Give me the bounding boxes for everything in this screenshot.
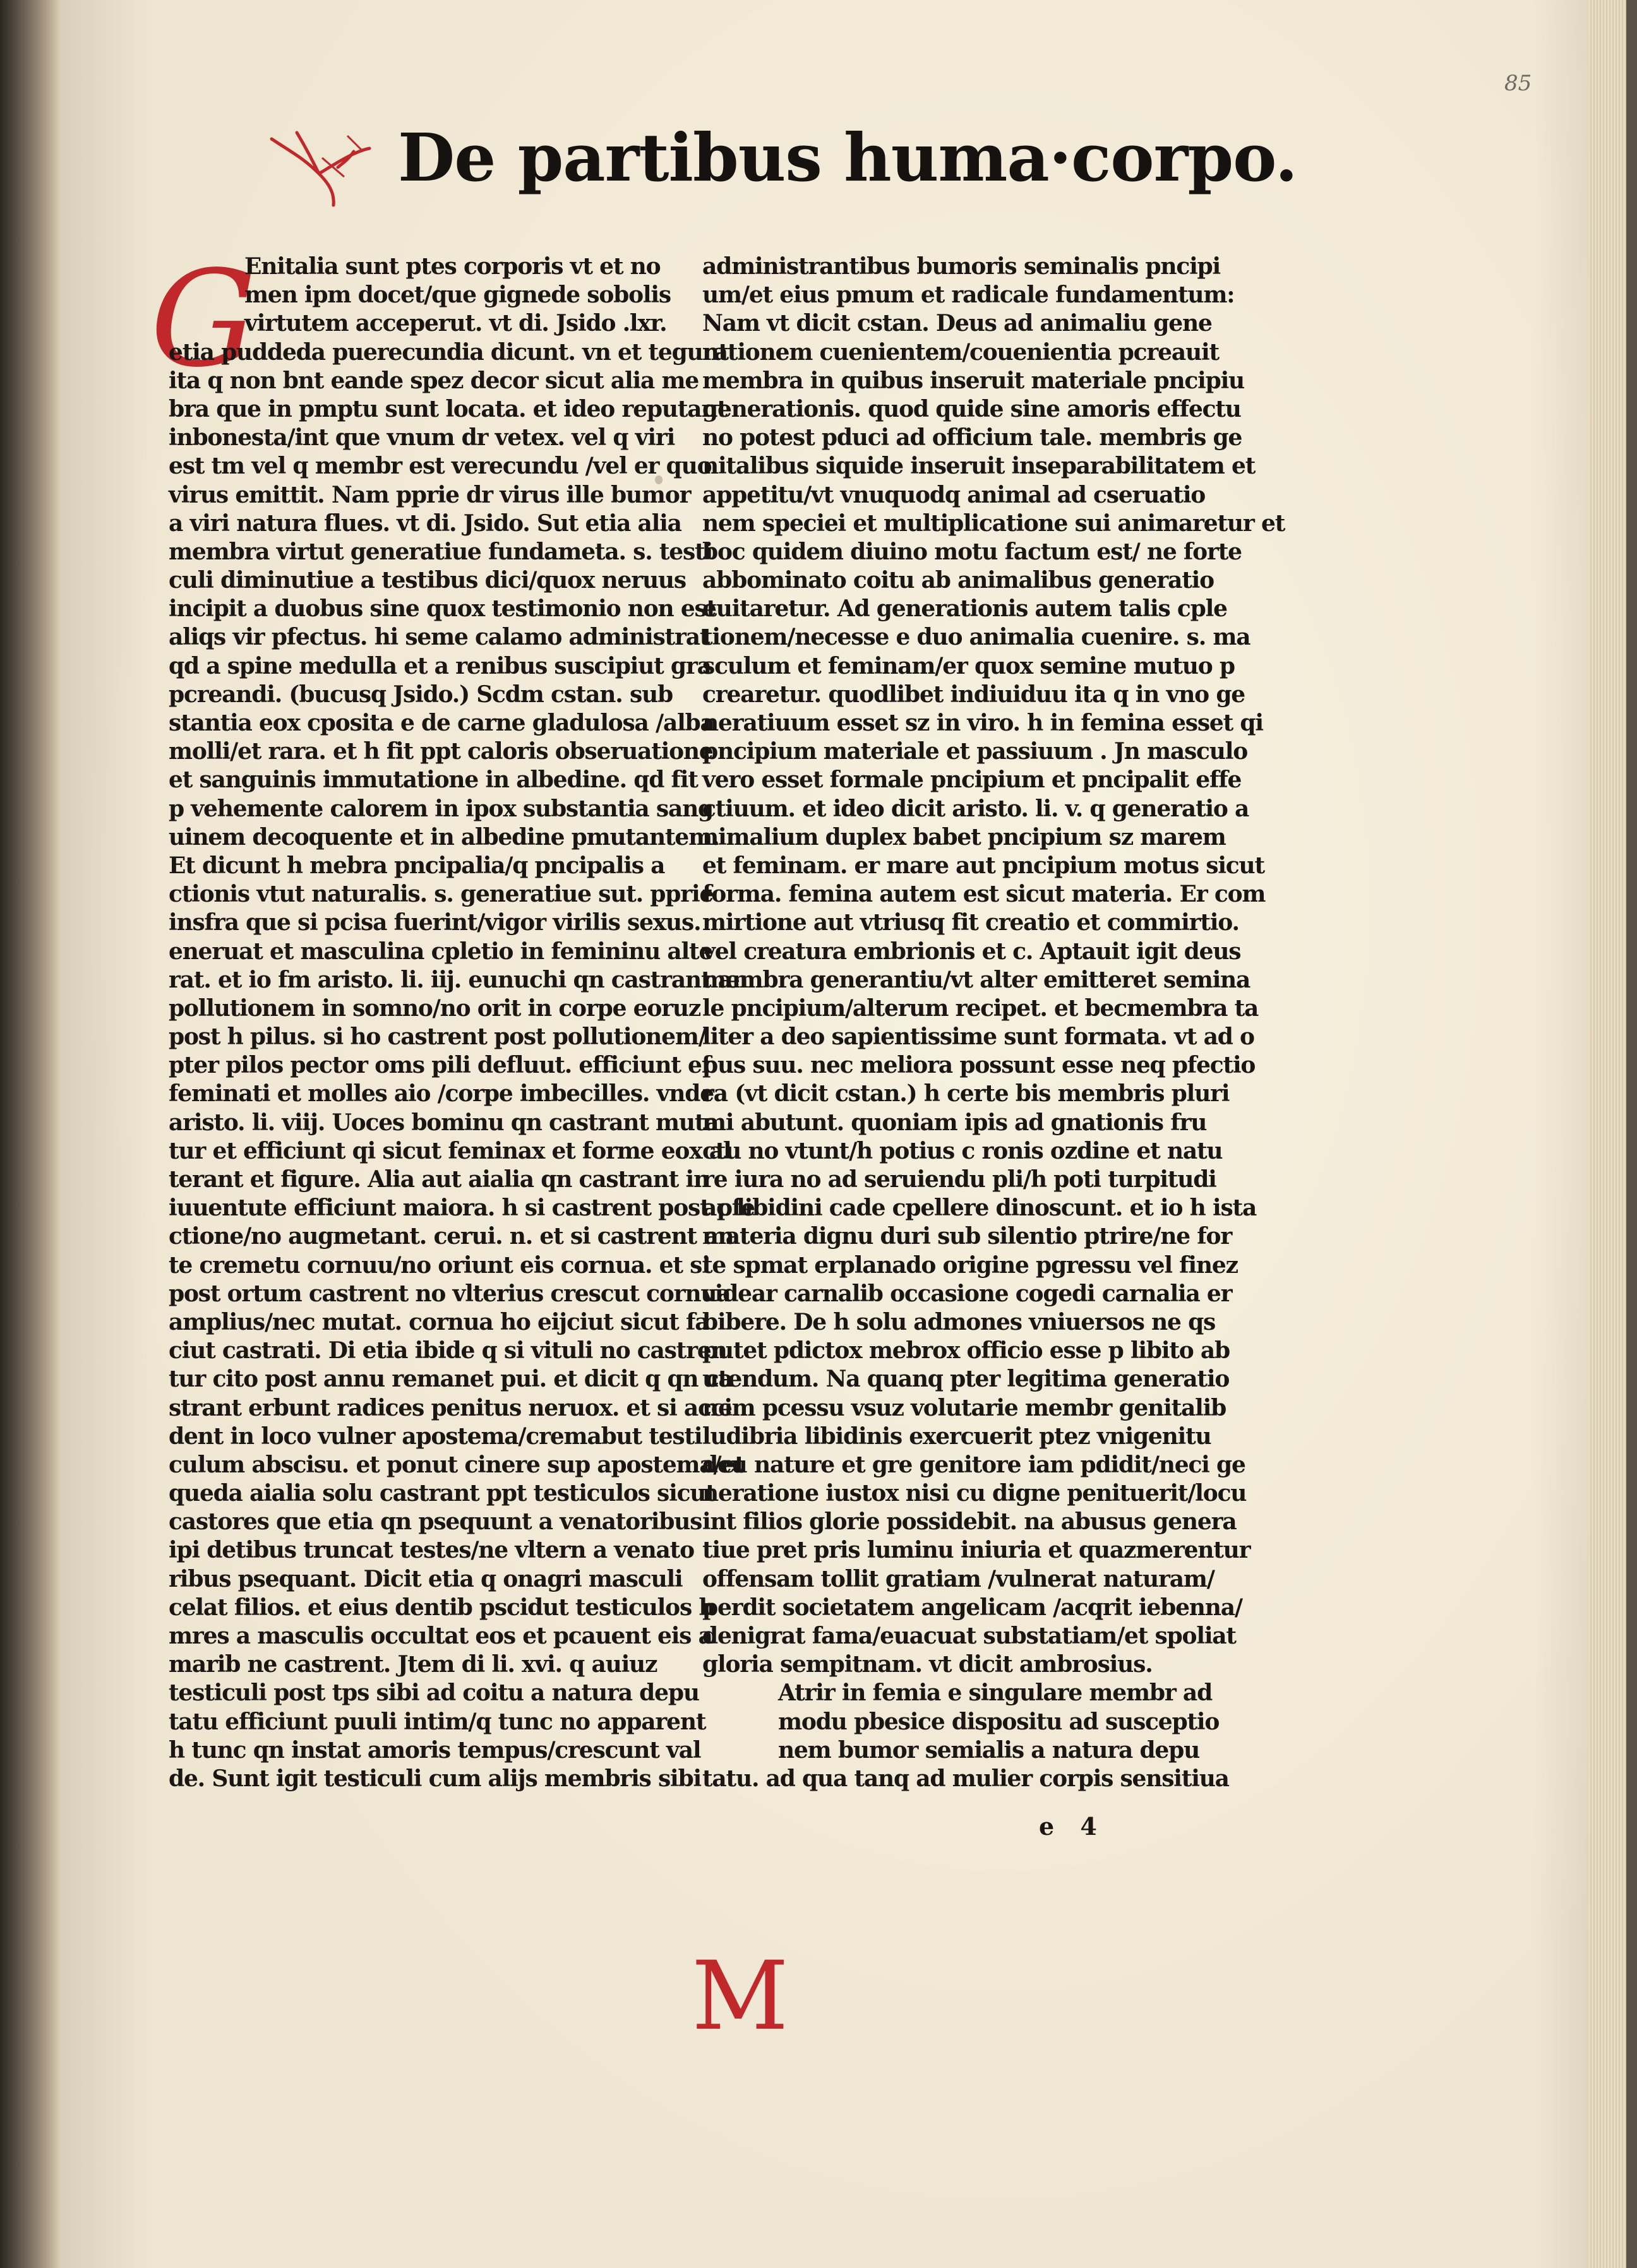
text-line: sculum et feminam/er quox semine mutuo p — [702, 652, 1235, 679]
text-line: vero esset formale pncipium et pncipalit effe — [702, 767, 1242, 794]
text-line: ipi detibus truncat testes/ne vltern a venato — [169, 1537, 694, 1564]
text-line: etia puddeda puerecundia dicunt. vn et tegunt — [169, 338, 728, 366]
text-line: nitalibus siquide inseruit inseparabilitatem et — [702, 453, 1256, 480]
text-line: appetitu/vt vnuquodq animal ad cseruatio — [702, 481, 1206, 508]
text-line: ra (vt dicit cstan.) h certe bis membris pluri — [702, 1080, 1230, 1107]
text-line: neratione iustox nisi cu digne penituerit/locu — [702, 1480, 1247, 1507]
text-line: videar carnalib occasione cogedi carnalia er — [702, 1280, 1232, 1307]
text-line: membra virtut generatiue fundameta. s. testi — [169, 538, 712, 565]
text-line: molli/et rara. et h fit ppt caloris obseruatione — [169, 738, 713, 765]
text-line: rationem cuenientem/couenientia pcreauit — [702, 338, 1219, 366]
text-line: post h pilus. si ho castrent post pollutionem/ — [169, 1024, 706, 1051]
text-line: offensam tollit gratiam /vulnerat naturam/ — [702, 1565, 1214, 1592]
text-line: bra que in pmptu sunt locata. et ideo reputant — [169, 395, 727, 422]
text-line: tatu efficiunt puuli intim/q tunc no apparent — [169, 1708, 706, 1735]
text-line: tatu. ad qua tanq ad mulier corpis sensitiua — [702, 1765, 1229, 1792]
text-line: ctu no vtunt/h potius c ronis ozdine et natu — [702, 1137, 1223, 1164]
text-line: ribus psequant. Dicit etia q onagri masculi — [169, 1565, 683, 1592]
text-line: membra generantiu/vt alter emitteret semina — [702, 966, 1250, 993]
text-line: terant et figure. Alia aut aialia qn castrant in — [169, 1166, 709, 1193]
text-line: est tm vel q membr est verecundu /vel er quo — [169, 453, 712, 480]
text-line: liter a deo sapientissime sunt formata. vt ad o — [702, 1024, 1254, 1051]
text-line: amplius/nec mutat. cornua ho eijciut sicut fa — [169, 1308, 709, 1335]
text-line: modu pbesice dispositu ad susceptio — [778, 1708, 1220, 1735]
text-line: Et dicunt h mebra pncipalia/q pncipalis a — [169, 852, 665, 879]
page-edge — [1588, 0, 1626, 2268]
text-line: euitaretur. Ad generationis autem talis cple — [702, 595, 1227, 623]
text-line: re iura no ad seruiendu pli/h poti turpitudi — [702, 1166, 1216, 1193]
text-line: pter pilos pector oms pili defluut. efficiunt ef — [169, 1052, 711, 1079]
text-line: testiculi post tps sibi ad coitu a natura depu — [169, 1680, 699, 1707]
text-line: tur et efficiunt qi sicut feminax et forme eox al — [169, 1137, 731, 1164]
initial-g-letter: G — [150, 242, 256, 397]
text-line: bibere. De h solu admones vniuersos ne qs — [702, 1308, 1216, 1335]
text-line: mirtione aut vtriusq fit creatio et commirtio. — [702, 909, 1239, 936]
text-line: ludibria libidinis exercuerit ptez vnigenitu — [702, 1423, 1211, 1450]
text-line: p vehemente calorem in ipox substantia sang — [169, 795, 714, 822]
text-line: te cremetu cornuu/no oriunt eis cornua. et si — [169, 1251, 710, 1279]
text-line: nimalium duplex babet pncipium sz marem — [702, 823, 1226, 850]
text-line: Nam vt dicit cstan. Deus ad animaliu gene — [702, 310, 1212, 337]
folio-number: 85 — [1504, 71, 1532, 96]
text-line: ctionis vtut naturalis. s. generatiue sut. pprie — [169, 881, 714, 908]
text-line: tur cito post annu remanet pui. et dicit q qn ca — [169, 1366, 733, 1393]
text-line: membra in quibus inseruit materiale pncipiu — [702, 367, 1245, 394]
text-line: tiue pret pris luminu iniuria et quazmerentur — [702, 1537, 1250, 1564]
text-line: culi diminutiue a testibus dici/quox neruus — [169, 567, 686, 594]
text-line: et sanguinis immutatione in albedine. qd fit — [169, 767, 698, 794]
running-head: De partibus huma·corpo. — [398, 119, 1297, 196]
book-spine — [0, 0, 60, 2268]
text-line: Atrir in femia e singulare membr ad — [778, 1680, 1213, 1707]
text-line: generationis. quod quide sine amoris effectu — [702, 395, 1241, 422]
text-line: celat filios. et eius dentib pscidut testiculos h — [169, 1594, 715, 1621]
text-line: mi abutunt. quoniam ipis ad gnationis fru — [702, 1109, 1207, 1136]
text-line: incipit a duobus sine quox testimonio non est — [169, 595, 717, 623]
text-line: Enitalia sunt ptes corporis vt et no — [244, 253, 661, 280]
text-line: ciut castrati. Di etia ibide q si vituli no castren — [169, 1337, 727, 1364]
text-line: marib ne castrent. Jtem di li. xvi. q auiuz — [169, 1651, 657, 1678]
text-line: nem pcessu vsuz volutarie membr genitalib — [702, 1394, 1226, 1421]
text-line: gloria sempitnam. vt dicit ambrosius. — [702, 1651, 1153, 1678]
text-line: pollutionem in somno/no orit in corpe eoruz — [169, 994, 701, 1022]
text-line: eneruat et masculina cpletio in femininu alte — [169, 938, 713, 965]
red-initial-m — [692, 1942, 789, 2051]
text-line: administrantibus bumoris seminalis pncipi — [702, 253, 1221, 280]
text-line: dent in loco vulner apostema/cremabut testi — [169, 1423, 702, 1450]
text-line: stantia eox cposita e de carne gladulosa /alba — [169, 710, 714, 736]
text-line: aliqs vir pfectus. hi seme calamo administrat — [169, 624, 710, 651]
text-line: te spmat erplanado origine pgressu vel finez — [702, 1251, 1238, 1279]
text-line: iuuentute efficiunt maiora. h si castrent post pfe — [169, 1195, 755, 1222]
text-line: qd a spine medulla et a renibus suscipiut gra — [169, 652, 711, 679]
paper-spot — [655, 475, 663, 484]
text-line: ctiuum. et ideo dicit aristo. li. v. q generatio a — [702, 795, 1249, 822]
text-line: nem bumor semialis a natura depu — [778, 1736, 1200, 1764]
text-line: um/et eius pmum et radicale fundamentum: — [702, 282, 1235, 309]
text-line: inbonesta/int que vnum dr vetex. vel q viri — [169, 424, 675, 451]
text-line: insfra que si pcisa fuerint/vigor virilis sexus. — [169, 909, 701, 936]
right-text-column — [702, 253, 1285, 1793]
text-line: men ipm docet/que gignede sobolis — [244, 282, 671, 309]
text-line: abbominato coitu ab animalibus generatio — [702, 567, 1214, 594]
text-line: castores que etia qn psequunt a venatoribus — [169, 1508, 702, 1536]
text-line: pus suu. nec meliora possunt esse neq pfectio — [702, 1052, 1256, 1079]
text-line: et feminam. er mare aut pncipium motus sicut — [702, 852, 1264, 879]
text-line: feminati et molles aio /corpe imbecilles. vnde — [169, 1080, 714, 1107]
red-flourish-ornament — [259, 114, 385, 215]
text-line: aristo. li. viij. Uoces bominu qn castrant muta — [169, 1109, 719, 1136]
text-line: rat. et io fm aristo. li. iij. eunuchi qn castrant an — [169, 966, 748, 993]
text-line: crearetur. quodlibet indiuiduu ita q in vno ge — [702, 681, 1245, 708]
initial-m-letter: M — [692, 1942, 789, 2051]
text-line: strant erbunt radices penitus neruox. et si acci — [169, 1394, 732, 1421]
text-line: ac libidini cade cpellere dinoscunt. et io h ista — [702, 1195, 1257, 1222]
text-line: le pncipium/alterum recipet. et becmembra ta — [702, 994, 1259, 1022]
text-line: deu nature et gre genitore iam pdidit/neci ge — [702, 1451, 1245, 1478]
text-line: mres a masculis occultat eos et pcauent eis a — [169, 1623, 712, 1649]
text-line: ctione/no augmetant. cerui. n. et si castrent an — [169, 1223, 734, 1250]
text-line: de. Sunt igit testiculi cum alijs membris sibi — [169, 1765, 701, 1792]
text-line: post ortum castrent no vlterius crescut cornua — [169, 1280, 731, 1307]
text-line: queda aialia solu castrant ppt testiculos sicut — [169, 1480, 716, 1507]
text-line: a viri natura flues. vt di. Jsido. Sut etia alia — [169, 510, 681, 537]
text-line: pncipium materiale et passiuum . Jn masculo — [702, 738, 1248, 765]
text-line: materia dignu duri sub silentio ptrire/ne for — [702, 1223, 1232, 1250]
text-line: no potest pduci ad officium tale. membris ge — [702, 424, 1242, 451]
left-text-column — [169, 253, 755, 1793]
text-line: tionem/necesse e duo animalia cuenire. s. ma — [702, 624, 1250, 651]
text-line: virtutem acceperut. vt di. Jsido .lxr. — [244, 310, 667, 337]
text-line: nem speciei et multiplicatione sui animaretur et — [702, 510, 1285, 537]
text-line: perdit societatem angelicam /acqrit iebenna/ — [702, 1594, 1242, 1621]
signature-mark: e 4 — [1039, 1812, 1106, 1841]
text-line: vel creatura embrionis et c. Aptauit igit deus — [702, 938, 1241, 965]
text-line: culum abscisu. et ponut cinere sup apostema/et — [169, 1451, 745, 1478]
text-line: virus emittit. Nam pprie dr virus ille bumor — [169, 481, 691, 508]
text-line: neratiuum esset sz in viro. h in femina esset qi — [702, 710, 1263, 736]
text-line: h tunc qn instat amoris tempus/crescunt val — [169, 1736, 701, 1764]
text-line: boc quidem diuino motu factum est/ ne forte — [702, 538, 1242, 565]
text-line: pcreandi. (bucusq Jsido.) Scdm cstan. sub — [169, 681, 673, 708]
text-line: uinem decoquente et in albedine pmutantem. — [169, 823, 719, 850]
text-line: ita q non bnt eande spez decor sicut alia me — [169, 367, 699, 394]
text-line: putet pdictox mebrox officio esse p libito ab — [702, 1337, 1230, 1364]
text-line: utendum. Na quanq pter legitima generatio — [702, 1366, 1230, 1393]
text-line: denigrat fama/euacuat substatiam/et spoliat — [702, 1623, 1236, 1649]
text-line: forma. femina autem est sicut materia. Er com — [702, 881, 1266, 908]
text-line: int filios glorie possidebit. na abusus genera — [702, 1508, 1237, 1536]
